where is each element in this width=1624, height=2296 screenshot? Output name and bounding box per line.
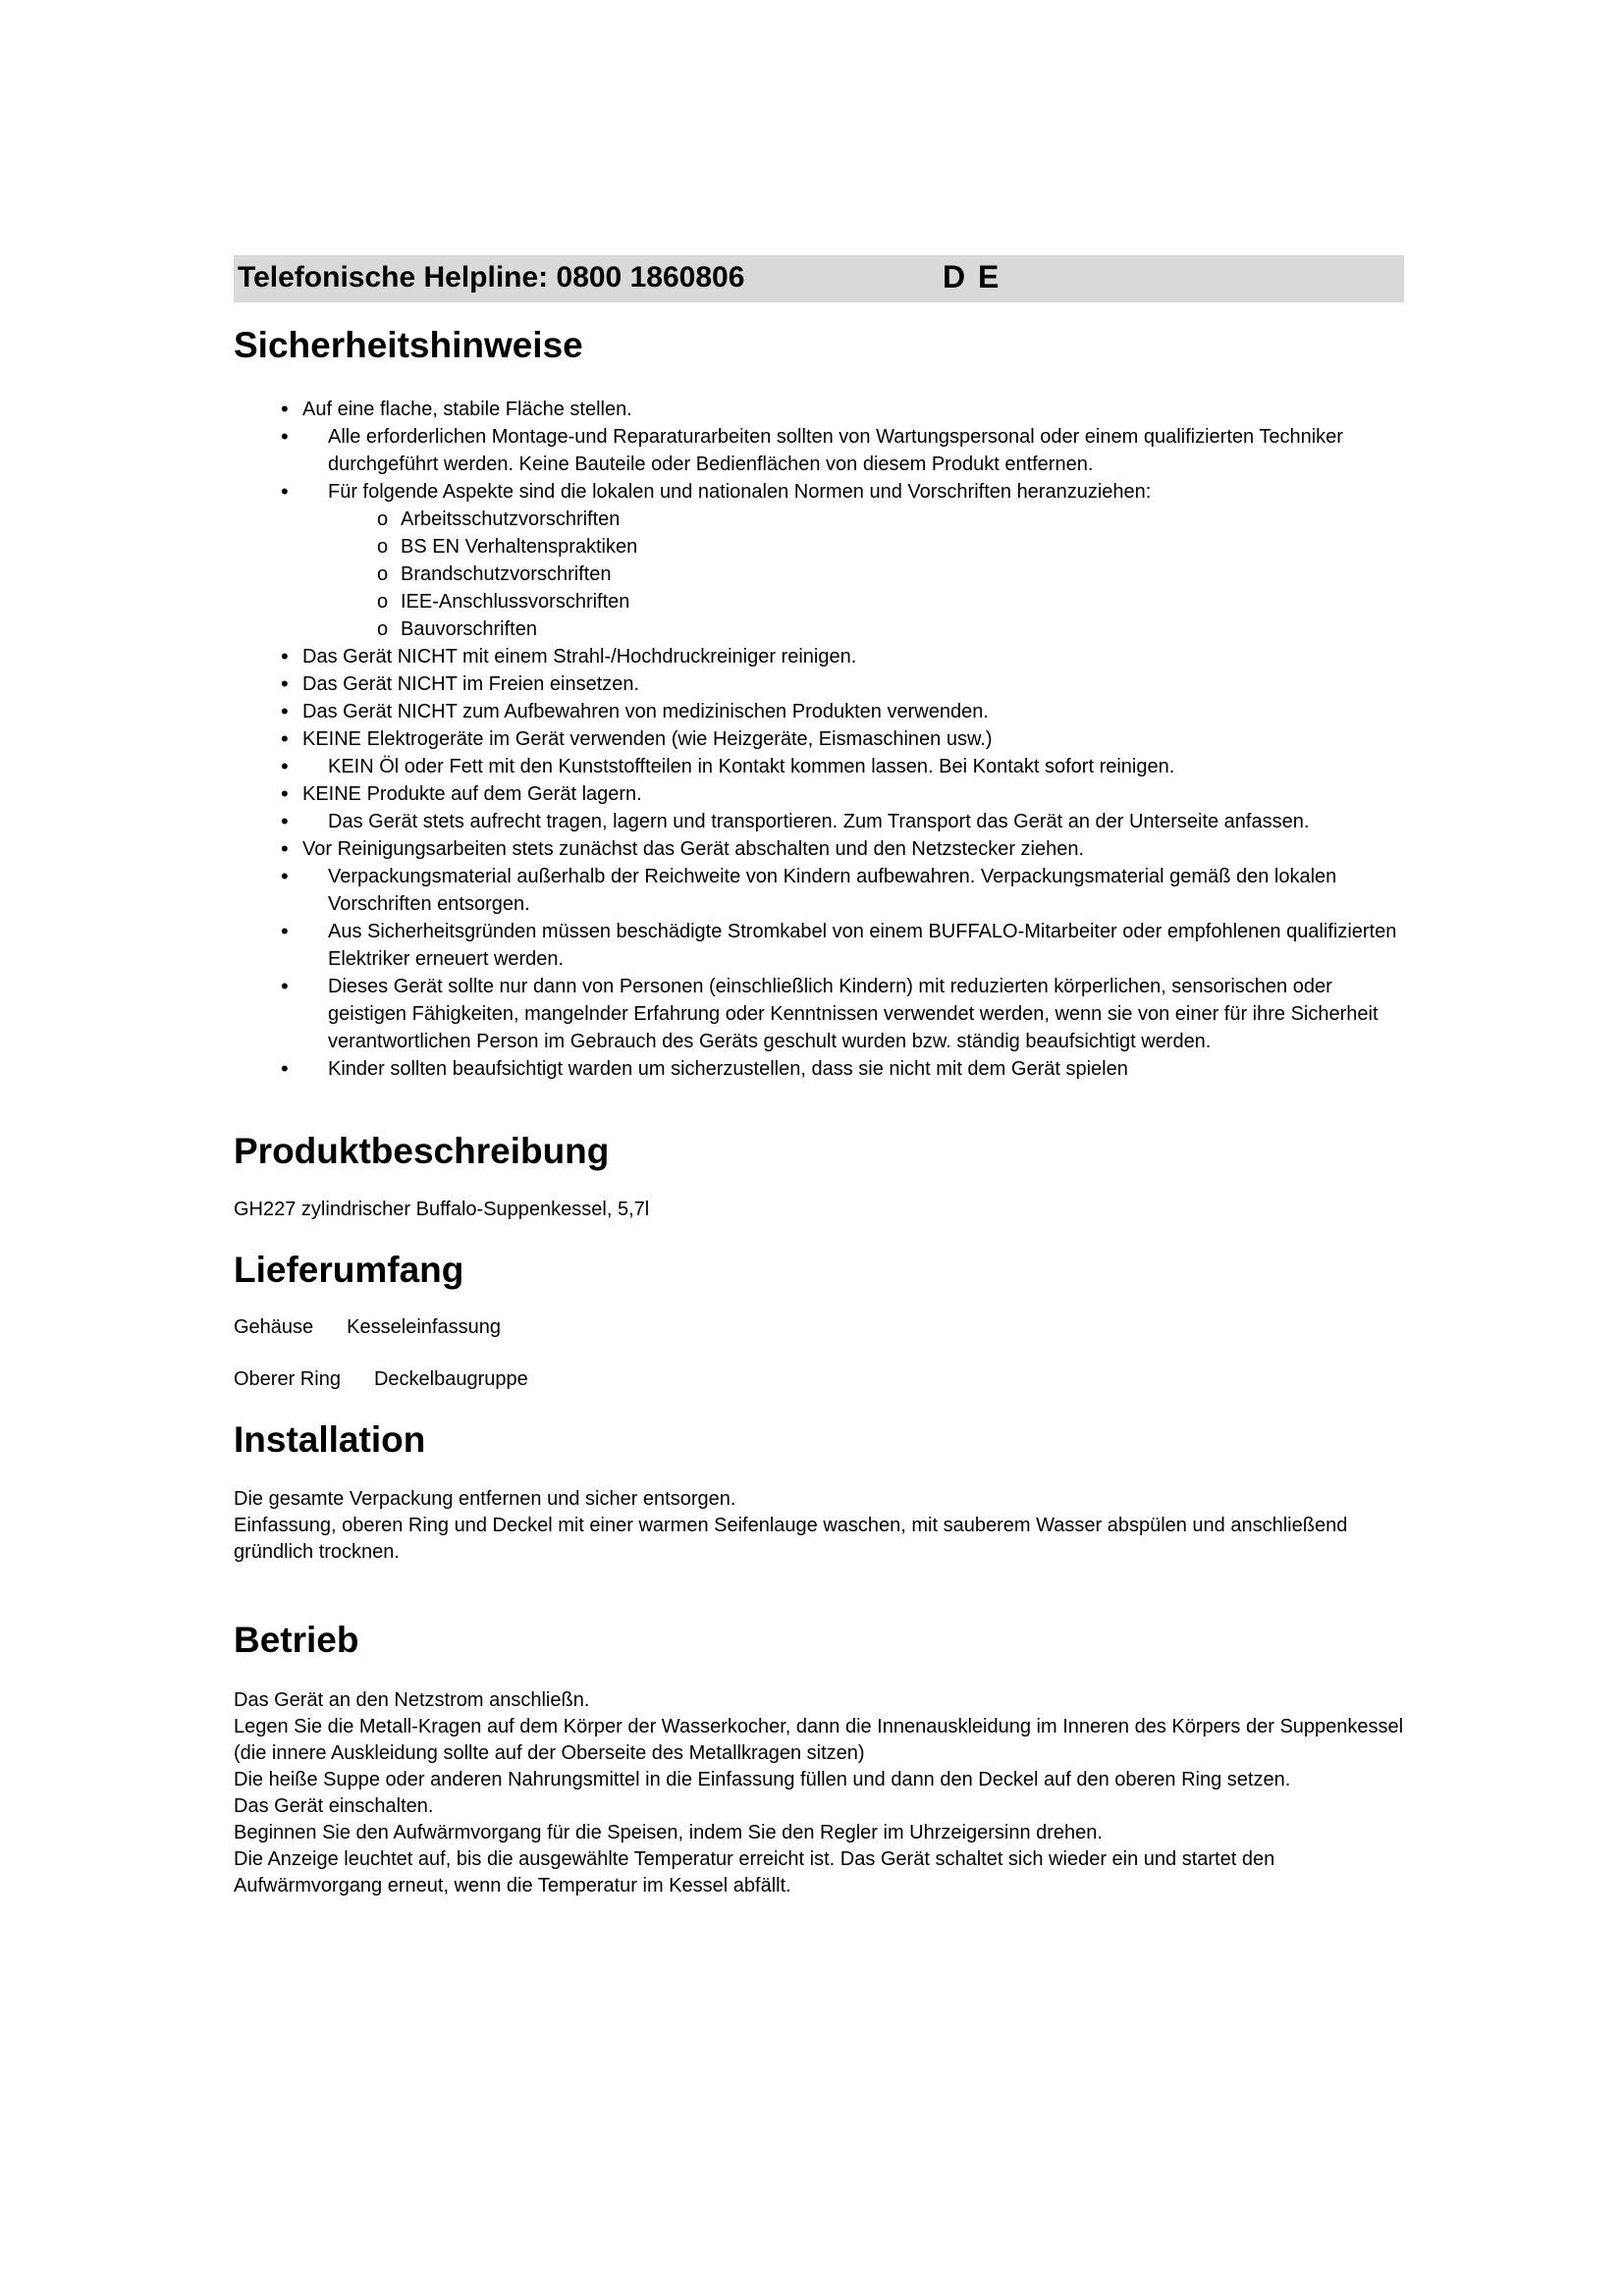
list-item: • Das Gerät NICHT zum Aufbewahren von medizinischen Produkten verwenden.: [281, 698, 989, 723]
helpline-banner: [234, 255, 1404, 302]
bullet-icon: •: [281, 753, 289, 778]
sub-list-item: o Brandschutzvorschriften: [401, 561, 1404, 588]
paragraph-line: Die Anzeige leuchtet auf, bis die ausgewählte Temperatur erreicht ist. Das Gerät schaltet sich wieder ein und startet den Aufwärmvorgang erneut, wenn die Temperatur im Kessel abfällt.: [234, 1848, 1275, 1897]
sub-list: [234, 506, 1404, 643]
list-item: • Das Gerät NICHT mit einem Strahl-/Hochdruckreiniger reinigen.: [281, 643, 857, 668]
delivery-row: [234, 1366, 1404, 1393]
bullet-icon: •: [281, 1055, 289, 1081]
list-item: • Das Gerät stets aufrecht tragen, lagern und transportieren. Zum Transport das Gerät an der Unterseite anfassen.: [281, 808, 1310, 833]
sub-list-item: o IEE-Anschlussvorschriften: [401, 588, 1404, 615]
list-item: • Für folgende Aspekte sind die lokalen und nationalen Normen und Vorschriften heranzuziehen:: [281, 478, 1152, 504]
circle-bullet-icon: o: [377, 590, 389, 613]
safety-heading: Sicherheitshinweise: [234, 325, 583, 365]
installation-text: [234, 1486, 1404, 1566]
bullet-icon: •: [281, 698, 289, 723]
list-item: • Alle erforderlichen Montage-und Reparaturarbeiten sollten von Wartungspersonal oder einem qualifizierten Techniker durchgeführt werden. Keine Bauteile oder Bedienflächen von diesem Produkt entfernen.: [281, 423, 1343, 475]
list-item: • Vor Reinigungsarbeiten stets zunächst das Gerät abschalten und den Netzstecker ziehen.: [281, 835, 1085, 861]
list-item: • KEINE Elektrogeräte im Gerät verwenden (wie Heizgeräte, Eismaschinen usw.): [281, 725, 993, 751]
list-item: • KEINE Produkte auf dem Gerät lagern.: [281, 780, 642, 806]
helpline-number: Telefonische Helpline: 0800 1860806: [238, 261, 745, 294]
bullet-icon: •: [281, 725, 289, 751]
sub-list-item: o Bauvorschriften: [401, 615, 1404, 643]
paragraph-line: Legen Sie die Metall-Kragen auf dem Körper der Wasserkocher, dann die Innenauskleidung im Inneren des Körpers der Suppenkessel (die innere Auskleidung sollte auf der Oberseite des Metallkragen sitzen): [234, 1716, 1404, 1765]
bullet-icon: •: [281, 780, 289, 806]
list-item: • Auf eine flache, stabile Fläche stellen.: [281, 396, 632, 421]
circle-bullet-icon: o: [377, 507, 389, 530]
sub-list-item: o Arbeitsschutzvorschriften: [401, 506, 1404, 533]
delivery-row: [234, 1314, 1404, 1341]
bullet-icon: •: [281, 423, 289, 449]
language-code: D E: [943, 259, 1001, 294]
delivery-item: Deckelbaugruppe: [373, 1368, 528, 1391]
product-heading: Produktbeschreibung: [234, 1130, 610, 1171]
delivery-item: Kesseleinfassung: [347, 1316, 501, 1339]
bullet-icon: •: [281, 808, 289, 833]
paragraph-line: Die gesamte Verpackung entfernen und sicher entsorgen.: [234, 1487, 736, 1510]
paragraph-line: Beginnen Sie den Aufwärmvorgang für die Speisen, indem Sie den Regler im Uhrzeigersinn drehen.: [234, 1822, 1103, 1844]
bullet-icon: •: [281, 643, 289, 668]
list-item: • Kinder sollten beaufsichtigt warden um sicherzustellen, dass sie nicht mit dem Gerät spielen: [281, 1055, 1128, 1081]
delivery-item: Oberer Ring: [234, 1368, 341, 1391]
list-item: • Verpackungsmaterial außerhalb der Reichweite von Kindern aufbewahren. Verpackungsmaterial gemäß den lokalen Vorschriften entsorgen.: [281, 863, 1337, 915]
bullet-icon: •: [281, 396, 289, 421]
safety-list: [234, 396, 1404, 1083]
delivery-heading: Lieferumfang: [234, 1250, 464, 1291]
list-item: • KEIN Öl oder Fett mit den Kunststoffteilen in Kontakt kommen lassen. Bei Kontakt sofort reinigen.: [281, 753, 1175, 778]
paragraph-line: Einfassung, oberen Ring und Deckel mit einer warmen Seifenlauge waschen, mit sauberem Wasser abspülen und anschließend gründlich trocknen.: [234, 1514, 1348, 1563]
paragraph-line: Die heiße Suppe oder anderen Nahrungsmittel in die Einfassung füllen und dann den Deckel auf den oberen Ring setzen.: [234, 1769, 1291, 1791]
installation-heading: Installation: [234, 1419, 426, 1461]
bullet-icon: •: [281, 973, 289, 998]
bullet-icon: •: [281, 918, 289, 943]
product-description: GH227 zylindrischer Buffalo-Suppenkessel, 5,7l: [234, 1199, 650, 1221]
bullet-icon: •: [281, 863, 289, 888]
paragraph-line: Das Gerät einschalten.: [234, 1795, 434, 1818]
paragraph-line: Das Gerät an den Netzstrom anschließn.: [234, 1689, 590, 1712]
circle-bullet-icon: o: [377, 617, 389, 640]
circle-bullet-icon: o: [377, 535, 389, 558]
operation-heading: Betrieb: [234, 1619, 359, 1660]
operation-text: [234, 1687, 1404, 1899]
list-item: • Dieses Gerät sollte nur dann von Personen (einschließlich Kindern) mit reduzierten körperlichen, sensorischen oder geistigen Fähigkeiten, mangelnder Erfahrung oder Kenntnissen verwendet werden, wenn sie von einer für ihre Sicherheit verantwortlichen Person im Gebrauch des Geräts geschult wurden bzw. ständig beaufsichtigt werden.: [281, 973, 1379, 1052]
document-page: [234, 255, 1404, 1899]
sub-list-item: o BS EN Verhaltenspraktiken: [401, 533, 1404, 561]
list-item: • Aus Sicherheitsgründen müssen beschädigte Stromkabel von einem BUFFALO-Mitarbeiter oder empfohlenen qualifizierten Elektriker erneuert werden.: [281, 918, 1397, 970]
bullet-icon: •: [281, 478, 289, 504]
sub-list-container: [234, 506, 1404, 643]
delivery-item: Gehäuse: [234, 1316, 314, 1339]
circle-bullet-icon: o: [377, 562, 389, 585]
bullet-icon: •: [281, 835, 289, 861]
bullet-icon: •: [281, 670, 289, 696]
list-item: • Das Gerät NICHT im Freien einsetzen.: [281, 670, 640, 696]
